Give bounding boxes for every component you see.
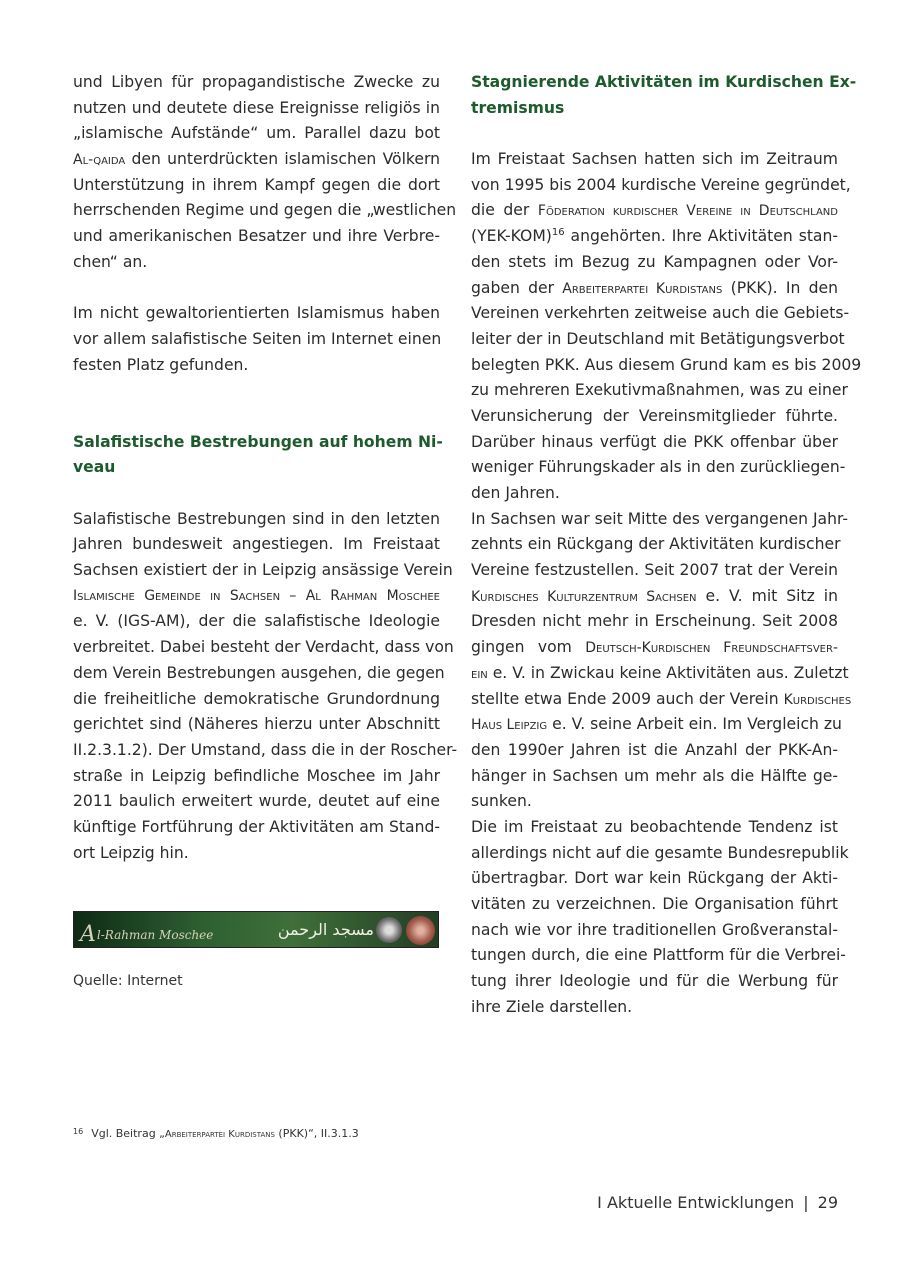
text-line: straße in Leipzig befindliche Moschee im Jahr — [73, 766, 440, 785]
banner-arabic-title: مسجد الرحمن — [277, 920, 374, 939]
text-line: 2011 baulich erweitert wurde, deutet auf eine — [73, 792, 440, 811]
footer-separator: | — [803, 1193, 809, 1212]
text-line: verbreitet. Dabei besteht der Verdacht, dass von — [73, 638, 454, 657]
paragraph-arab-spring — [73, 70, 457, 276]
text-line: Dresden nicht mehr in Erscheinung. Seit 2008 — [471, 612, 838, 631]
text-line: $(YEK-KOM)^{16}$ angehörten. Ihre Aktivitäten stan- — [471, 227, 838, 246]
text-line: leiter der in Deutschland mit Betätigungsverbot — [471, 329, 845, 348]
org-name: Deutsch-Kurdischen Freundschaftsver- — [585, 640, 838, 657]
text-line: Jahren bundesweit angestiegen. Im Freistaat — [73, 535, 440, 554]
footer-section-title: I Aktuelle Entwicklungen — [597, 1193, 795, 1212]
org-name: Kurdisches Kulturzentrum Sachsen — [471, 588, 697, 605]
paragraph-kurdish-decline — [471, 507, 852, 815]
text-line: chen“ an. — [73, 252, 148, 271]
org-name: Kurdisches — [783, 691, 852, 708]
text-line: Unterstützung in ihrem Kampf gegen die dort — [73, 175, 440, 194]
mosque-banner-image — [73, 911, 439, 948]
left-column — [73, 70, 458, 866]
text-line: Vereine festzustellen. Seit 2007 trat der Verein — [471, 561, 838, 580]
text-line: tung ihrer Ideologie und für die Werbung für — [471, 972, 838, 991]
text-line: gingen vom Deutsch-Kurdischen Freundschaftsver- — [471, 638, 838, 657]
text-line: herrschenden Regime und gegen die „westlichen — [73, 201, 457, 220]
text-line: ort Leipzig hin. — [73, 843, 189, 862]
text-line: weniger Führungskader als in den zurückliegen- — [471, 458, 846, 477]
heading-line: Stagnierende Aktivitäten im Kurdischen Ex- — [471, 73, 857, 91]
text-line: hänger in Sachsen um mehr als die Hälfte ge- — [471, 766, 838, 785]
right-column — [471, 70, 862, 1020]
text-line: von 1995 bis 2004 kurdische Vereine gegründet, — [471, 175, 851, 194]
text-line: zehnts ein Rückgang der Aktivitäten kurdischer — [471, 535, 841, 554]
text-line: nach wie vor ihre traditionellen Großveranstal- — [471, 920, 838, 939]
text-line: e. V. (IGS-AM), der die salafistische Ideologie — [73, 612, 440, 631]
org-name: Arbeiterpartei Kurdistans — [562, 280, 723, 297]
emblem-icon — [376, 917, 402, 943]
banner-latin-title: Al-Rahman Moschee — [80, 922, 214, 947]
page-footer — [597, 1193, 838, 1212]
page-number: 29 — [817, 1193, 838, 1212]
text-line: nutzen und deutete diese Ereignisse religiös in — [73, 98, 440, 117]
footnote-number: 16 — [73, 1127, 84, 1136]
image-caption: Quelle: Internet — [73, 973, 183, 989]
heading-line: Salafistische Bestrebungen auf hohem Ni- — [73, 432, 443, 451]
text-line: „islamische Aufstände“ um. Parallel dazu bot — [73, 124, 440, 143]
text-line: In Sachsen war seit Mitte des vergangenen Jahr- — [471, 509, 849, 528]
text-line: den Jahren. — [471, 484, 560, 502]
text-line: ihre Ziele darstellen. — [471, 997, 633, 1016]
text-line: Kurdisches Kulturzentrum Sachsen e. V. mit Sitz in — [471, 586, 838, 605]
text-line: festen Platz gefunden. — [73, 355, 249, 374]
heading-line: veau — [73, 458, 116, 477]
text-line: belegten PKK. Aus diesem Grund kam es bis 2009 — [471, 355, 862, 374]
paragraph-kurdish-federal — [471, 815, 849, 1021]
text-line: Darüber hinaus verfügt die PKK offenbar über — [471, 432, 838, 451]
paragraph-salafist-internet — [73, 301, 440, 378]
org-name: Islamische Gemeinde in Sachsen – Al Rahman Moschee — [73, 587, 440, 604]
text-line: den 1990er Jahren ist die Anzahl der PKK-An- — [471, 740, 838, 759]
text-line: Die im Freistaat zu beobachtende Tendenz ist — [471, 817, 838, 836]
text-line: und amerikanischen Besatzer und ihre Verbre- — [73, 227, 440, 246]
text-line: Im Freistaat Sachsen hatten sich im Zeitraum — [471, 150, 838, 169]
text-line: die freiheitliche demokratische Grundordnung — [73, 689, 440, 708]
text-line: stellte etwa Ende 2009 auch der Verein Kurdisches — [471, 689, 852, 708]
paragraph-salafist-saxony — [73, 507, 458, 867]
text-line: Salafistische Bestrebungen sind in den letzten — [73, 509, 440, 528]
text-line: dem Verein Bestrebungen ausgehen, die gegen — [73, 663, 445, 682]
heading-line: tremismus — [471, 98, 565, 117]
footnote-ref[interactable]: 16 — [551, 227, 565, 239]
footnote: $^{16}$ Vgl. Beitrag „Arbeiterpartei Kurdistans (PKK)“, II.3.1.3 — [73, 1127, 359, 1140]
text-line: Al-qaida den unterdrückten islamischen Völkern — [73, 150, 440, 169]
text-line: Verunsicherung der Vereinsmitglieder führte. — [471, 406, 838, 425]
text-line: ein e. V. in Zwickau keine Aktivitäten aus. Zuletzt — [471, 663, 849, 682]
text-line: und Libyen für propagandistische Zwecke zu — [73, 73, 440, 91]
text-line: tungen durch, die eine Plattform für die Verbrei- — [471, 946, 846, 965]
section-heading-salafist — [73, 430, 443, 481]
org-name: ein — [471, 665, 488, 682]
org-name: Arbeiterpartei Kurdistans — [164, 1129, 275, 1140]
text-line: Im nicht gewaltorientierten Islamismus haben — [73, 304, 440, 323]
text-line: Vereinen verkehrten zeitweise auch die Gebiets- — [471, 304, 850, 323]
text-line: gaben der Arbeiterpartei Kurdistans (PKK). In den — [471, 278, 838, 297]
text-line: Haus Leipzig e. V. seine Arbeit ein. Im Vergleich zu — [471, 715, 842, 734]
org-name: Haus Leipzig — [471, 717, 548, 734]
text-line: II.2.3.1.2). Der Umstand, dass die in der Roscher- — [73, 740, 458, 759]
paragraph-kurdish-associations — [471, 147, 862, 507]
text-line: zu mehreren Exekutivmaßnahmen, was zu einer — [471, 381, 848, 400]
org-name: Al-qaida — [73, 152, 126, 169]
text-line: vitäten zu verzeichnen. Die Organisation führt — [471, 895, 838, 913]
text-line: die der Föderation kurdischer Vereine in Deutschland — [471, 201, 838, 220]
section-heading-kurdish — [471, 70, 857, 121]
text-line: übertragbar. Dort war kein Rückgang der Akti- — [471, 869, 838, 888]
text-line: vor allem salafistische Seiten im Internet einen — [73, 329, 442, 348]
text-line: den stets im Bezug zu Kampagnen oder Vor- — [471, 252, 838, 271]
org-name: Föderation kurdischer Vereine in Deutschland — [537, 203, 838, 220]
text-line: Sachsen existiert der in Leipzig ansässige Verein — [73, 561, 453, 580]
text-line: gerichtet sind (Näheres hierzu unter Abschnitt — [73, 715, 440, 734]
emblem-icon — [406, 916, 435, 945]
text-line: künftige Fortführung der Aktivitäten am Stand- — [73, 817, 440, 836]
text-line: sunken. — [471, 792, 532, 811]
text-line: allerdings nicht auf die gesamte Bundesrepublik — [471, 843, 849, 862]
